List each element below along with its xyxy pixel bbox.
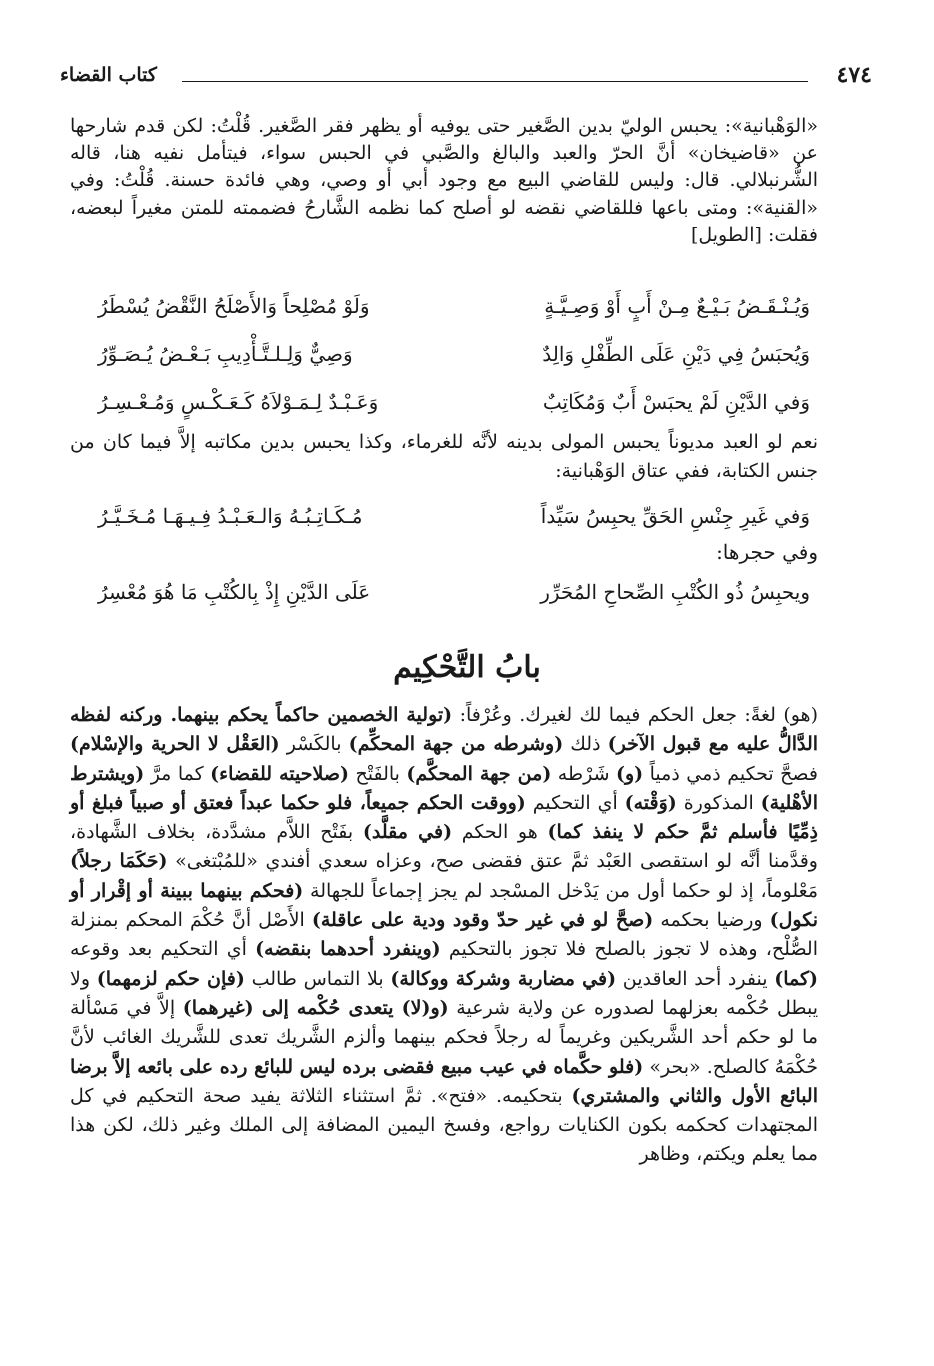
verse-second-hemistich: مُـكَـاتِـبُـهُ وَالـعَـبْـدُ فِـيـهَـا مُـخَـيَّـرُ xyxy=(98,504,363,528)
poem-block-1 xyxy=(70,288,818,432)
verse-second-hemistich: عَلَى الدَّيْنِ إِذْ بِالكُتْبِ مَا هُوَ مُعْسِرُ xyxy=(98,580,371,604)
verse-second-hemistich: وَصِيٌّ وَلِـلـتَّـأْدِيبِ بَـعْـضُ يُـصَـوِّرُ xyxy=(98,342,353,366)
commentary-text: المذكورة xyxy=(676,791,761,814)
matn-text: (حَكَمَا رجلاً) xyxy=(70,850,168,873)
matn-text: (صحَّ لو في غير حدّ وقود ودية على عاقلة) xyxy=(311,909,654,932)
commentary-text: بالفَتْح xyxy=(348,762,407,785)
matn-text: (و(لا) يتعدى حُكْمه إلى (غيرهما) xyxy=(182,996,449,1019)
verse-line xyxy=(70,574,818,622)
commentary-text: الأَصْل أنَّ حُكْمَ المحكم بمنزلة الصُّلْح، وهذه لا تجوز بالصلح فلا تجوز بالتحكيم xyxy=(70,909,818,961)
commentary-text: ولا يبطل حُكْمه بعزلهما لصدوره عن ولاية شرعية xyxy=(70,967,819,1019)
hajr-label-row xyxy=(70,538,818,574)
verse-first-hemistich: ويحبِسُ ذُو الكُتْبِ الصِّحاحِ المُحَرِّر xyxy=(540,580,810,604)
commentary-text: أي التحكيم xyxy=(525,791,625,814)
commentary-text: (هو) لغةً: جعل الحكم فيما لك لغيرك. وعُرْفاً: xyxy=(452,704,818,726)
verse-first-hemistich: وَيُـنْـقَـضُ بَـيْـعٌ مِـنْ أَبٍ أَوْ وَصِـيَّـةٍ xyxy=(544,294,810,318)
matn-text: (وشرطه من جهة المحكِّم) xyxy=(348,733,564,756)
matn-text: (وينفرد أحدهما بنقضه) xyxy=(255,938,441,961)
page-number: ٤٧٤ xyxy=(836,62,872,88)
matn-text: (صلاحيته للقضاء) xyxy=(210,762,349,785)
commentary-text: إلاَّ في مَسْألة ما لو حكم أحد الشَّريكين وغريماً له رجلاً فحكم بينهما وألزم الشَّريك تعدى للشَّريك الغائب لأنَّ حُكْمَهُ كالصلح. «بحر» xyxy=(70,996,818,1078)
verse-second-hemistich: وَلَوْ مُصْلِحاً وَالأَصْلَحُ النَّقْضُ يُسْطَرُ xyxy=(98,294,370,318)
tahkim-paragraph xyxy=(70,701,818,1170)
verse-first-hemistich: وَفي الدَّيْنِ لَمْ يحبَسْ أَبٌ وَمُكَاتِبٌ xyxy=(542,390,810,414)
matn-text: (ووقت الحكم جميعاً، فلو حكما عبداً فعتق أو صبياً فبلغ أو ذِمِّيًا فأسلم ثمَّ حكم لا ينفذ كما) xyxy=(70,791,818,844)
matn-text: (تولية الخصمين حاكماً يحكم بينهما. وركنه لفظه الدَّالُّ عليه مع قبول الآخر) xyxy=(70,704,819,756)
poem-block-2 xyxy=(70,498,818,622)
verse-line xyxy=(70,288,818,336)
verse-line xyxy=(70,498,818,538)
commentary-text: ذلك xyxy=(563,733,608,756)
commentary-text: بتحكيمه. «فتح». ثمَّ استثناء الثلاثة يفيد صحة التحكيم في كل المجتهدات كحكمه بكون الكنايات رواجع، وفسخ اليمين المضافة إلى الملك وغير ذلك، لكن هذا مما يعلم ويكتم، وظاهر xyxy=(70,1084,818,1166)
matn-text: (ويشترط الأهْلية) xyxy=(70,762,818,814)
matn-text: (في مضاربة وشركة ووكالة) xyxy=(390,967,617,990)
commentary-text: بالكَسْر xyxy=(279,733,349,756)
verse-line xyxy=(70,336,818,384)
commentary-text: ينفرد أحد العاقدين xyxy=(616,967,775,990)
verse-second-hemistich: وَعَـبْـدٌ لِـمَـوْلاَهُ كَـعَـكْـسٍ وَمُـعْـسِـرُ xyxy=(98,390,379,414)
matn-text: (كما) xyxy=(774,967,819,990)
commentary-text: ورضيا بحكمه xyxy=(653,909,770,932)
page-header xyxy=(60,62,872,90)
verse-first-hemistich: وَيُحبَسُ فِي دَيْنِ عَلَى الطِّفْلِ وَالِدٌ xyxy=(542,342,810,366)
verse-first-hemistich: وَفي غَيرِ جِنْسِ الحَقِّ يحبِسُ سَيِّداً xyxy=(540,504,810,528)
matn-text: (فإن حكم لزمهما) xyxy=(96,967,245,990)
running-title: كتاب القضاء xyxy=(60,64,157,86)
matn-text: (و) xyxy=(616,762,644,785)
matn-text: (من جهة المحكَّم) xyxy=(406,762,552,785)
intro-text: «الوَهْبانية»: يحبس الوليّ بدين الصَّغير حتى يوفيه أو يظهر فقر الصَّغير. قُلْتُ: لكن قدم شارحها عن «قاضيخان» أنَّ الحرّ والعبد والبالغ والصَّبي في الحبس سواء، فيتأمل نفيه هنا، قاله الشُّرنبلالي. قال: وليس للقاضي البيع مع وجود أبي أو وصي، وهي فائدة حسنة. قُلْتُ: وفي «القنية»: ومتى باعها فللقاضي نقضه لو أصلح كما نظمه الشَّارحُ فضممته للمتن مغيراً لبعضه، فقلت: [الطويل] xyxy=(70,115,818,246)
middle-text: نعم لو العبد مديوناً يحبس المولى بدينه لأنَّه للغرماء، وكذا يحبس بدين مكاتبه إلاَّ فيما كان من جنس الكتابة، ففي عتاق الوَهْبانية: xyxy=(70,431,818,482)
matn-text: (وَقْته) xyxy=(624,791,677,814)
matn-text: (فحكم بينهما ببينة أو إقْرار أو نكول) xyxy=(70,879,818,932)
commentary-text: بلا التماس طالب xyxy=(244,967,391,990)
hajr-label: وفي حجرها: xyxy=(716,540,818,564)
commentary-text: بفَتْح اللاَّم مشدَّدة، بخلاف الشَّهادة، وقدَّمنا أنَّه لو استقصى العَبْد ثمَّ عتق فقضى صح، وعزاه سعدي أفندي «للمُبْتغى» xyxy=(70,821,818,873)
commentary-text: هو الحكم xyxy=(452,821,548,844)
matn-text: (في مقلَّد) xyxy=(362,821,453,844)
commentary-text: كما مرَّ xyxy=(144,762,211,785)
header-rule xyxy=(182,81,808,82)
verse-line xyxy=(70,384,818,432)
commentary-text: أي التحكيم بعد وقوعه xyxy=(70,938,256,961)
intro-paragraph xyxy=(70,113,818,249)
commentary-text: مَعْلوماً، إذ لو حكما أول من يَدْخل المسْجد لم يجز إجماعاً للجهالة xyxy=(303,879,819,902)
commentary-text: فصحَّ تحكيم ذمي ذمياً xyxy=(643,762,818,785)
middle-paragraph xyxy=(70,428,818,486)
matn-text: (العَقْل لا الحرية والإسْلام) xyxy=(70,733,280,756)
matn-text: (فلو حكَّماه في عيب مبيع فقضى برده ليس للبائع رده على بائعه إلاَّ برضا البائع الأول والثاني والمشتري) xyxy=(70,1055,818,1107)
tahkim-section xyxy=(70,701,818,1170)
commentary-text: شَرْطه xyxy=(551,762,616,785)
chapter-title: بابُ التَّحْكِيم xyxy=(393,650,541,685)
